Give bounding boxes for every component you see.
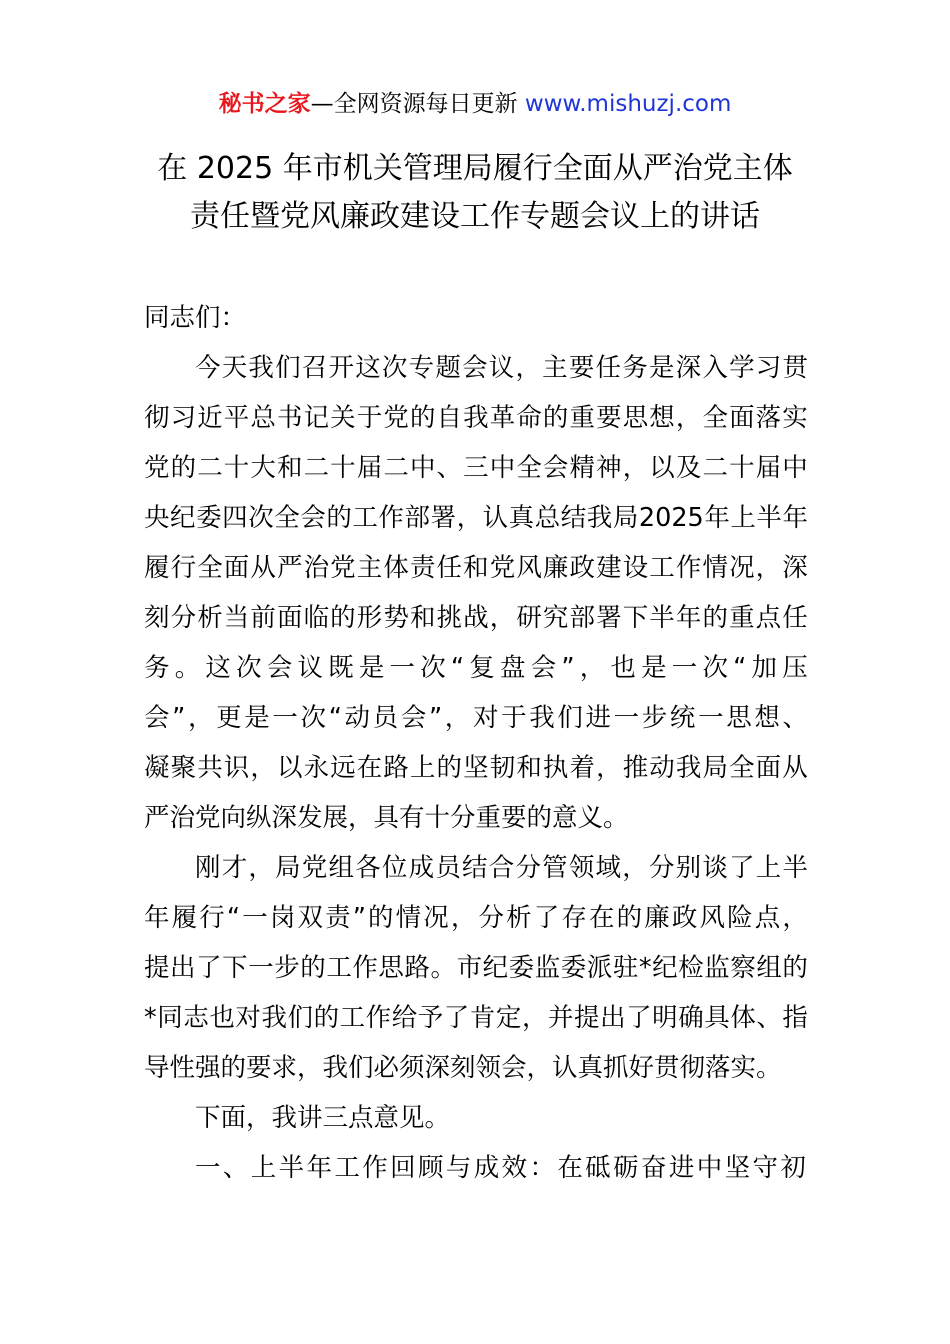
body-text-line: * 同 志 也 对 我 们 的 工 作 给 予 了 肯 定 ， 并 提 出 了 明 确 具 体 、 指 [144,1003,808,1033]
title-line-2: 责任暨党风廉政建设工作专题会议上的讲话 [190,199,760,234]
body-text-line: 刻 分 析 当 前 面 临 的 形 势 和 挑 战 ， 研 究 部 署 下 半 年 的 重 点 任 [144,603,808,633]
body-text-line: 务 。 这 次 会 议 既 是 一 次 “ 复 盘 会 ” ， 也 是 一 次 “ 加 压 [144,653,808,683]
body-text-line: 严治党向纵深发展，具有十分重要的意义。 [144,803,629,833]
speech-body [144,293,808,1193]
body-text-line: 今 天 我 们 召 开 这 次 专 题 会 议 ， 主 要 任 务 是 深 入 学 习 贯 [195,353,808,383]
body-text-line: 年 履 行 “ 一 岗 双 责 ” 的 情 况 ， 分 析 了 存 在 的 廉 政 风 险 点 ， [144,903,808,933]
body-text-line: 央 纪 委 四 次 全 会 的 工 作 部 署 ， 认 真 总 结 我 局 2025 年 上 半 年 [144,503,808,533]
title-line-1: 在 2025 年市机关管理局履行全面从严治党主体 [157,151,793,186]
body-text-line: 党 的 二 十 大 和 二 十 届 二 中 、 三 中 全 会 精 神 ， 以 及 二 十 届 中 [144,453,808,483]
body-text-line: 下面，我讲三点意见。 [195,1103,451,1133]
site-tagline: —全网资源每日更新 [310,91,525,117]
site-brand: 秘书之家 [218,91,311,117]
body-text-line: 凝 聚 共 识 ， 以 永 远 在 路 上 的 坚 韧 和 执 着 ， 推 动 我 局 全 面 从 [144,753,808,783]
body-text-line: 提 出 了 下 一 步 的 工 作 思 路 。 市 纪 委 监 委 派 驻 * 纪 检 监 察 组 的 [144,953,808,983]
body-text-line: 履 行 全 面 从 严 治 党 主 体 责 任 和 党 风 廉 政 建 设 工 作 情 况 ， 深 [144,553,808,583]
body-text-line: 刚 才 ， 局 党 组 各 位 成 员 结 合 分 管 领 域 ， 分 别 谈 了 上 半 [195,853,808,883]
body-text-line: 同志们： [144,303,247,333]
document-title [60,145,890,241]
body-text-line: 导性强的要求，我们必须深刻领会，认真抓好贯彻落实。 [144,1053,782,1083]
site-url-link[interactable]: www.mishuzj.com [524,91,732,117]
body-text-line: 彻 习 近 平 总 书 记 关 于 党 的 自 我 革 命 的 重 要 思 想 ， 全 面 落 实 [144,403,808,433]
body-text-line: 会 ” ， 更 是 一 次 “ 动 员 会 ” ， 对 于 我 们 进 一 步 统 一 思 想 、 [144,703,808,733]
site-header [0,86,950,122]
section-heading-line: 一 、 上 半 年 工 作 回 顾 与 成 效 ： 在 砥 砺 奋 进 中 坚 守 初 [195,1153,808,1183]
